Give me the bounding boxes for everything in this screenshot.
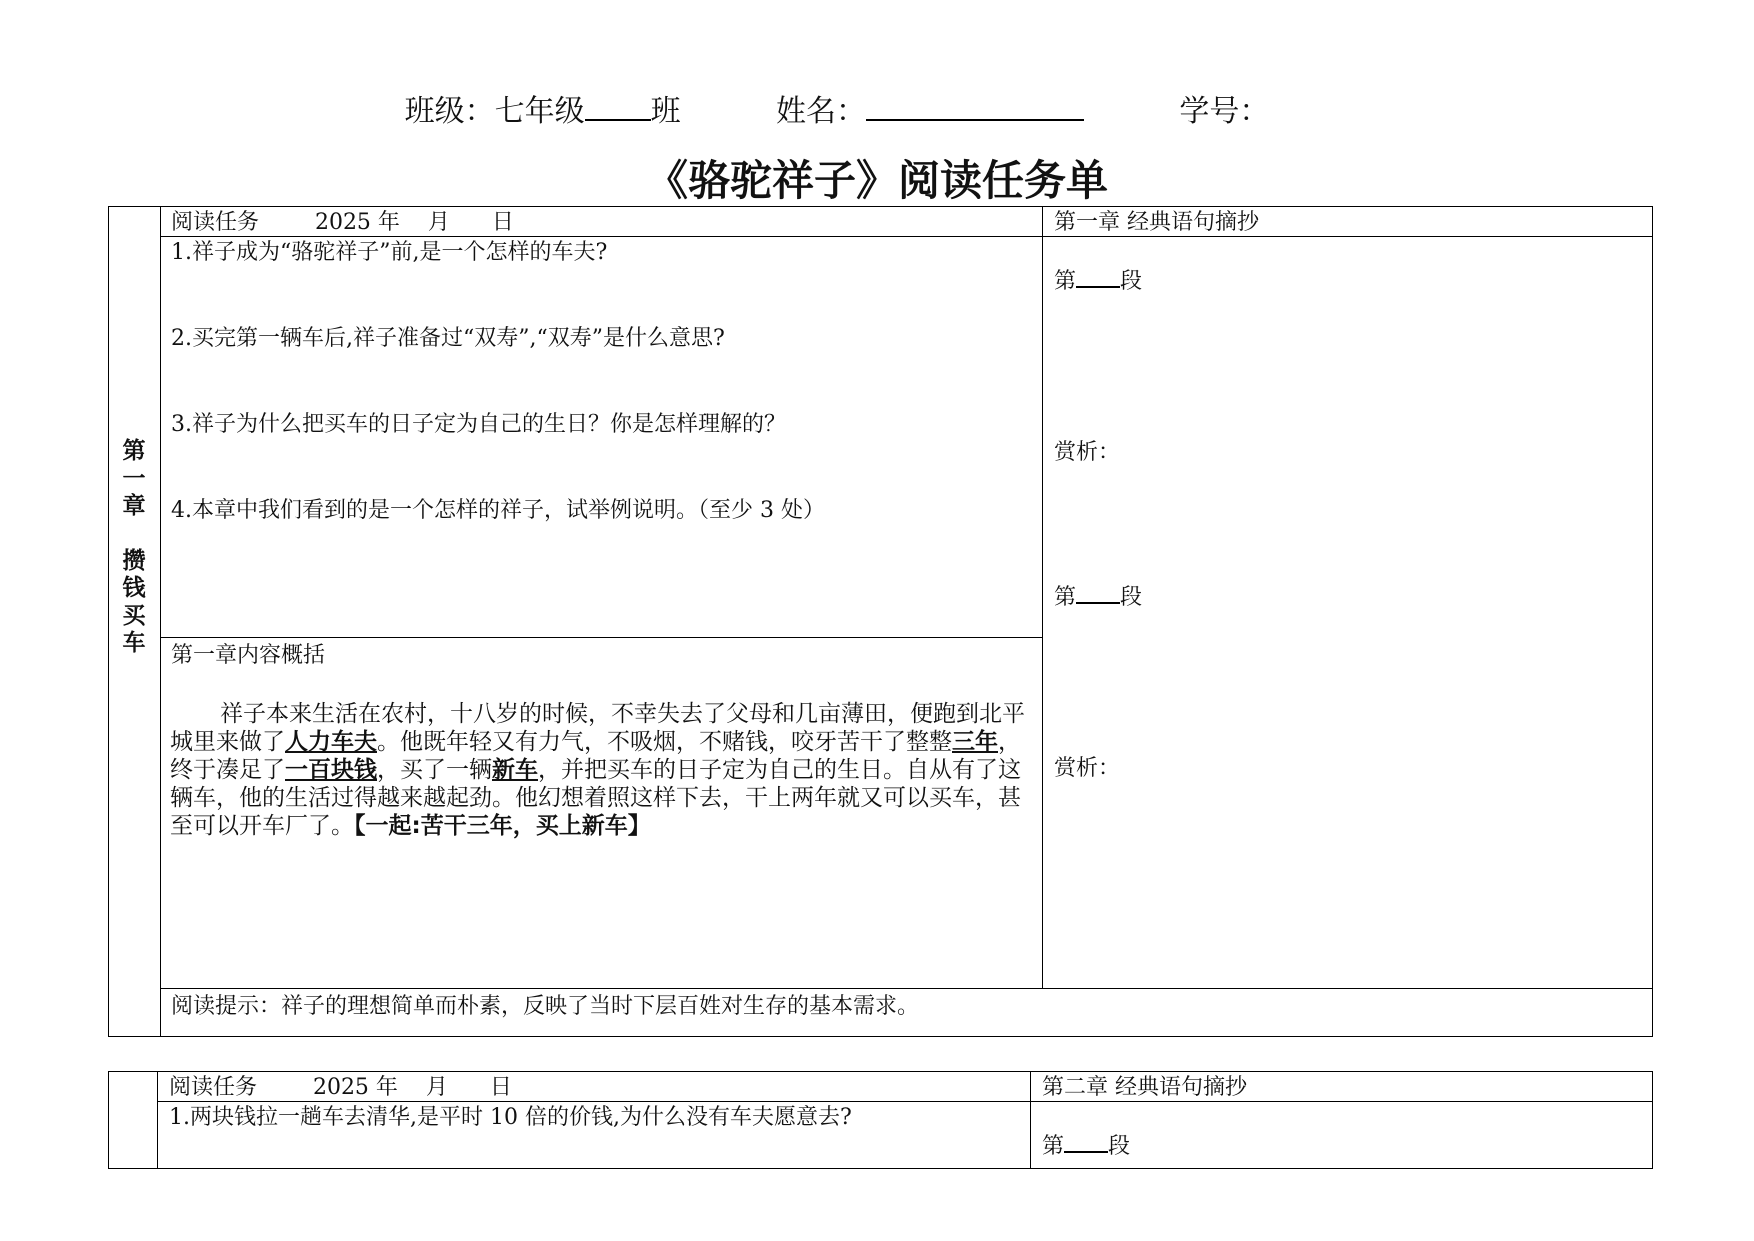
side-char: 钱 <box>122 575 146 601</box>
id-label: 学号： <box>1179 94 1270 129</box>
side-char: 攒 <box>122 547 146 574</box>
t2-left-border <box>108 1071 109 1169</box>
para-suffix: 段 <box>1120 585 1143 610</box>
side-char: 章 <box>122 493 146 519</box>
t1-col-divider <box>1042 206 1043 988</box>
keyword-rickshaw-puller: 人力车夫 <box>285 729 377 755</box>
t1-quote-header: 第一章 经典语句摘抄 <box>1054 210 1259 235</box>
para-suffix: 段 <box>1108 1134 1131 1159</box>
summary-text: 祥子本来生活在农村，十八岁的时候，不幸失去了父母和几亩薄田，便跑到北平城里来做了 <box>170 701 1025 755</box>
side-gap <box>108 521 160 548</box>
question-1: 1.祥子成为“骆驼祥子”前,是一个怎样的车夫? <box>171 240 608 265</box>
t1-summary-divider <box>160 637 1042 638</box>
name-label: 姓名： <box>776 94 866 129</box>
para-number-blank[interactable] <box>1076 268 1120 288</box>
para-prefix: 第 <box>1042 1134 1065 1159</box>
t2-header-divider <box>157 1101 1653 1102</box>
question-3: 3.祥子为什么把买车的日子定为自己的生日？你是怎样理解的？ <box>171 412 786 437</box>
para-field-2 <box>1054 584 1142 611</box>
t1-header-divider <box>160 236 1653 237</box>
t1-task-header: 阅读任务 2025 年 月 日 <box>171 210 514 235</box>
para-prefix: 第 <box>1054 269 1077 294</box>
summary-paragraph <box>170 700 1027 840</box>
side-char: 买 <box>122 602 146 629</box>
para-field-1 <box>1054 268 1142 295</box>
keyword-three-years: 三年 <box>952 729 998 755</box>
summary-title: 第一章内容概括 <box>171 643 326 668</box>
t2-bottom-border <box>108 1168 1653 1169</box>
question-4: 4.本章中我们看到的是一个怎样的祥子，试举例说明。（至少 3 处） <box>171 498 825 523</box>
analysis-label-1: 赏析： <box>1054 440 1121 465</box>
t1-bottom-border <box>108 1036 1653 1037</box>
t1-top-border <box>108 206 1653 207</box>
para-prefix: 第 <box>1054 585 1077 610</box>
t2-side-divider <box>157 1071 158 1169</box>
para-number-blank[interactable] <box>1064 1133 1108 1153</box>
class-blank[interactable] <box>585 93 651 121</box>
summary-text: 。他既年轻又有力气，不吸烟，不赌钱，咬牙苦干了整整 <box>377 729 952 755</box>
summary-text: ，并把买车的日子定为自己的生日。自从有了这辆车，他的生活过得越来越起劲。他幻想着照这样下去，干上两年就又可以买车，甚至可以开车厂了。 <box>170 757 1021 839</box>
t2-quote-header: 第二章 经典语句摘抄 <box>1042 1075 1247 1100</box>
class-label: 班级：七年级 <box>404 94 585 129</box>
chapter-1-side-label <box>108 438 160 658</box>
t1-side-divider <box>160 206 161 1037</box>
summary-text: ，终于凑足了 <box>170 729 1021 783</box>
t2-para-field <box>1042 1133 1130 1160</box>
summary-key-phrase: 【一起:苦干三年，买上新车】 <box>354 813 651 839</box>
para-suffix: 段 <box>1120 269 1143 294</box>
t1-tip-divider <box>160 988 1653 989</box>
t2-top-border <box>108 1071 1653 1072</box>
keyword-hundred-yuan: 一百块钱 <box>285 757 377 783</box>
summary-text: ，买了一辆 <box>377 757 492 783</box>
t2-question-1: 1.两块钱拉一趟车去清华,是平时 10 倍的价钱,为什么没有车夫愿意去? <box>169 1105 852 1130</box>
t2-right-border <box>1652 1071 1653 1169</box>
para-number-blank[interactable] <box>1076 584 1120 604</box>
analysis-label-2: 赏析： <box>1054 756 1121 781</box>
t2-col-divider <box>1030 1071 1031 1169</box>
side-char: 第 <box>122 438 146 464</box>
side-char: 车 <box>122 630 146 656</box>
student-info-line <box>0 86 1754 130</box>
keyword-new-cart: 新车 <box>492 757 538 783</box>
name-blank[interactable] <box>866 93 1084 121</box>
question-2: 2.买完第一辆车后,祥子准备过“双寿”,“双寿”是什么意思? <box>171 326 725 351</box>
t1-right-border <box>1652 206 1653 1037</box>
id-blank[interactable] <box>1269 95 1349 121</box>
class-suffix: 班 <box>650 94 681 129</box>
reading-tip: 阅读提示：祥子的理想简单而朴素，反映了当时下层百姓对生存的基本需求。 <box>171 994 920 1019</box>
page-title: 《骆驼祥子》阅读任务单 <box>645 156 1108 205</box>
side-char: 一 <box>122 465 146 492</box>
t2-task-header: 阅读任务 2025 年 月 日 <box>169 1075 512 1100</box>
